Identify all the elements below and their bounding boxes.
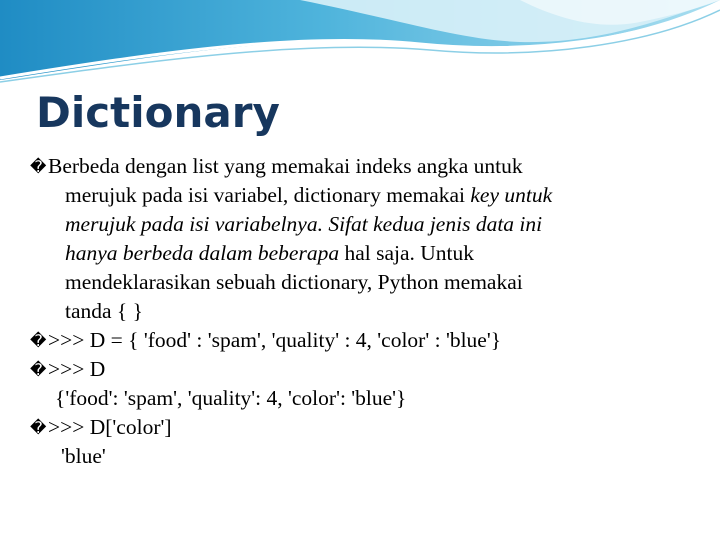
code-show-line: �>>> D	[30, 355, 690, 384]
bullet-icon: �	[30, 360, 47, 379]
header-wave-decoration	[0, 0, 720, 90]
bullet-icon: �	[30, 418, 47, 437]
paragraph-line: tanda { }	[65, 299, 143, 323]
slide-title: Dictionary	[36, 88, 280, 137]
bullet-paragraph-line: �Berbeda dengan list yang memakai indeks angka untuk	[30, 152, 690, 181]
code-show-output: {'food': 'spam', 'quality': 4, 'color': 'blue'}	[55, 386, 407, 410]
paragraph-line: merujuk pada isi variabelnya. Sifat kedua jenis data ini	[65, 212, 543, 236]
slide-body	[30, 152, 690, 471]
code-index-line: �>>> D['color']	[30, 413, 690, 442]
bullet-icon: �	[30, 157, 47, 176]
bullet-icon: �	[30, 331, 47, 350]
code-index-output: 'blue'	[61, 444, 106, 468]
code-assign-line: �>>> D = { 'food' : 'spam', 'quality' : 4, 'color' : 'blue'}	[30, 326, 690, 355]
paragraph-line: hanya berbeda dalam beberapa hal saja. Untuk	[65, 241, 475, 265]
paragraph-line: mendeklarasikan sebuah dictionary, Python memakai	[65, 270, 523, 294]
paragraph-line: merujuk pada isi variabel, dictionary memakai key untuk	[65, 183, 553, 207]
